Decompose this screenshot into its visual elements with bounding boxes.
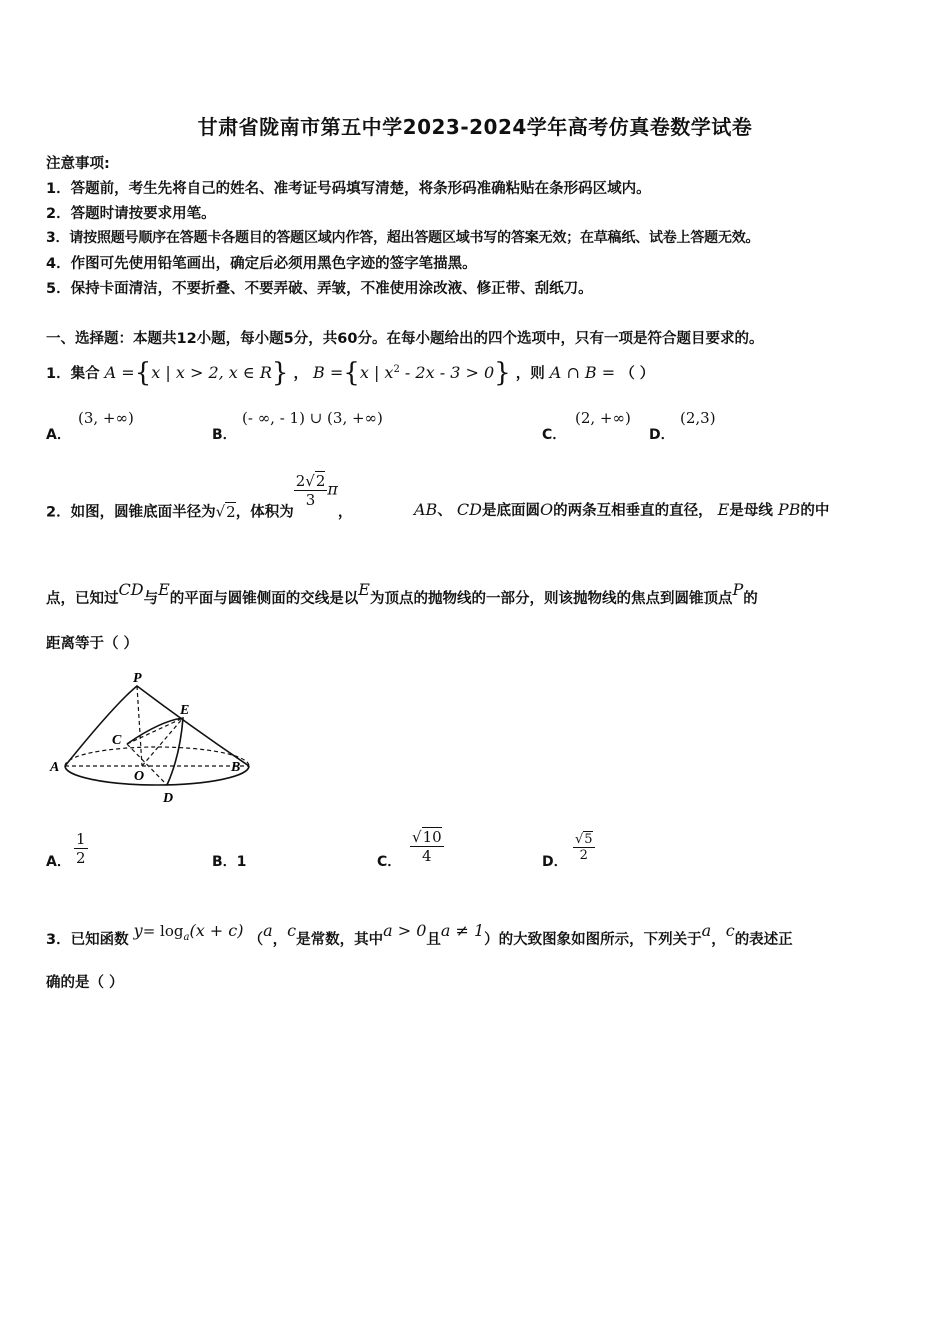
- q2-option-c-label: C．: [377, 854, 402, 870]
- label-a: A: [50, 760, 60, 775]
- question-3-line-1: [46, 921, 793, 949]
- q3-cond-a-not-one: a ≠ 1: [440, 921, 485, 940]
- q2-cd: CD: [456, 500, 482, 519]
- label-o: O: [134, 769, 145, 784]
- notice-item: 1．答题前，考生先将自己的姓名、准考证号码填写清楚，将条形码准确粘贴在条形码区域内。: [46, 181, 651, 197]
- q2-option-d-label: D．: [542, 854, 568, 870]
- brace-close: }: [271, 358, 289, 388]
- q1-prefix: 1．集合: [46, 366, 100, 382]
- q1-option-d-label: D．: [649, 427, 675, 443]
- cone-figure: [40, 666, 250, 806]
- q1-setA-body: x | x > 2, x ∈ R: [151, 363, 272, 382]
- question-3-line-2: 确的是（ ）: [46, 975, 124, 991]
- q2-text: 与: [143, 591, 159, 607]
- notice-item: 5．保持卡面清洁，不要折叠、不要弄破、弄皱，不准使用涂改液、修正带、刮纸刀。: [46, 281, 593, 297]
- q2-e: E: [158, 580, 170, 599]
- q2-pb: PB: [777, 500, 801, 519]
- question-2-line-2: [46, 580, 758, 608]
- q1-setB-sup: 2: [393, 364, 400, 376]
- q2-text: ，体积为: [235, 504, 294, 521]
- notice-heading: 注意事项:: [46, 156, 110, 172]
- question-2-line-3: 距离等于（ ）: [46, 636, 139, 652]
- base-back-arc: [65, 747, 249, 766]
- label-b: B: [231, 760, 241, 775]
- q2-o: O: [539, 500, 554, 519]
- q1-setB-body-post: - 2x - 3 > 0: [399, 363, 495, 382]
- q2-radius: √2: [215, 502, 236, 521]
- q2-option-a-fraction: $\frac{1}{2}$: [76, 830, 86, 867]
- axis-po: [137, 686, 142, 766]
- label-c: C: [112, 733, 122, 748]
- q3-text: ，: [711, 932, 726, 948]
- q2-text: 的中: [800, 503, 830, 519]
- segment-ce: [127, 718, 183, 744]
- q1-option-a-label: A．: [46, 427, 71, 443]
- q2-text: 为顶点的抛物线的一部分，则该抛物线的焦点到圆锥顶点: [369, 591, 733, 607]
- q1-setB-body-pre: x | x: [359, 363, 394, 382]
- q1-option-c-label: C．: [542, 427, 567, 443]
- brace-close: }: [494, 358, 511, 388]
- q3-a: a: [701, 921, 712, 940]
- q2-volume-fraction: $\frac{2√2}{3}$: [295, 472, 326, 509]
- q2-e: E: [717, 500, 730, 519]
- q1-setB-name: B =: [313, 363, 344, 382]
- q3-function: $y= \log_a(x + c)$: [133, 921, 244, 943]
- question-1: [46, 358, 654, 388]
- q3-cond-a-positive: a > 0: [383, 921, 427, 940]
- label-e: E: [180, 703, 190, 718]
- q2-text: 是母线: [729, 503, 773, 519]
- q3-text: 3．已知函数: [46, 932, 129, 948]
- q3-c: c: [725, 921, 735, 940]
- q2-text: 2．如图，圆锥底面半径为: [46, 504, 216, 521]
- q2-cd: CD: [118, 580, 144, 599]
- q2-text: ，: [337, 504, 353, 521]
- q3-text: ，: [272, 932, 288, 948]
- brace-open: {: [134, 358, 152, 388]
- q2-e: E: [358, 580, 370, 599]
- question-2-line-1b: [414, 499, 829, 520]
- diameter-cd: [127, 744, 167, 785]
- q2-text: 的: [743, 591, 758, 607]
- q2-ab: AB: [414, 500, 438, 519]
- q2-text: 的平面与圆锥侧面的交线是以: [169, 591, 359, 607]
- q1-option-a-value: (3, +∞): [78, 409, 134, 427]
- notice-item: 2．答题时请按要求用笔。: [46, 206, 216, 222]
- section-heading: 一、选择题：本题共12小题，每小题5分，共60分。在每小题给出的四个选项中，只有一项是符合题目要求的。: [46, 331, 764, 347]
- q2-option-d-fraction: $\frac{√5}{2}$: [575, 832, 593, 863]
- q2-text: 点，已知过: [46, 591, 119, 607]
- q1-option-d-value: (2,3): [680, 409, 716, 427]
- q2-p: P: [732, 580, 744, 599]
- page-title: 甘肃省陇南市第五中学2023-2024学年高考仿真卷数学试卷: [197, 115, 753, 139]
- q2-pi: π: [327, 479, 338, 499]
- q3-text: ）的大致图象如图所示，下列关于: [484, 932, 702, 948]
- q2-option-a-label: A．: [46, 854, 71, 870]
- q2-text: 是底面圆: [481, 503, 540, 519]
- q1-then: ，则: [515, 366, 545, 382]
- q2-sep: 、: [437, 503, 452, 519]
- q3-c: c: [287, 921, 297, 940]
- label-d: D: [163, 791, 174, 806]
- q2-option-c-fraction: $\frac{√10}{4}$: [412, 828, 442, 865]
- q1-setA-name: A =: [104, 363, 135, 382]
- brace-open: {: [343, 358, 360, 388]
- label-p: P: [133, 671, 142, 686]
- q3-text: 的表述正: [734, 932, 793, 948]
- q3-a: a: [263, 921, 273, 940]
- q3-text: 且: [426, 932, 441, 948]
- notice-item: 3．请按照题号顺序在答题卡各题目的答题区域内作答，超出答题区域书写的答案无效；在草稿纸、试卷上答题无效。: [46, 230, 760, 246]
- q3-text: （: [248, 932, 264, 948]
- q1-option-c-value: (2, +∞): [575, 409, 631, 427]
- q1-option-b-label: B．: [212, 427, 237, 443]
- q1-option-b-value: (- ∞, - 1) ∪ (3, +∞): [242, 409, 383, 427]
- q2-option-b-label: B．1: [212, 854, 247, 870]
- q3-text: 是常数，其中: [296, 932, 384, 948]
- q1-paren: （ ）: [620, 366, 655, 382]
- q1-expr: A ∩ B =: [549, 363, 616, 382]
- question-2-line-1: [46, 472, 352, 522]
- notice-item: 4．作图可先使用铅笔画出，确定后必须用黑色字迹的签字笔描黑。: [46, 256, 477, 272]
- q2-text: 的两条互相垂直的直径，: [553, 503, 713, 519]
- q1-comma: ，: [293, 366, 308, 382]
